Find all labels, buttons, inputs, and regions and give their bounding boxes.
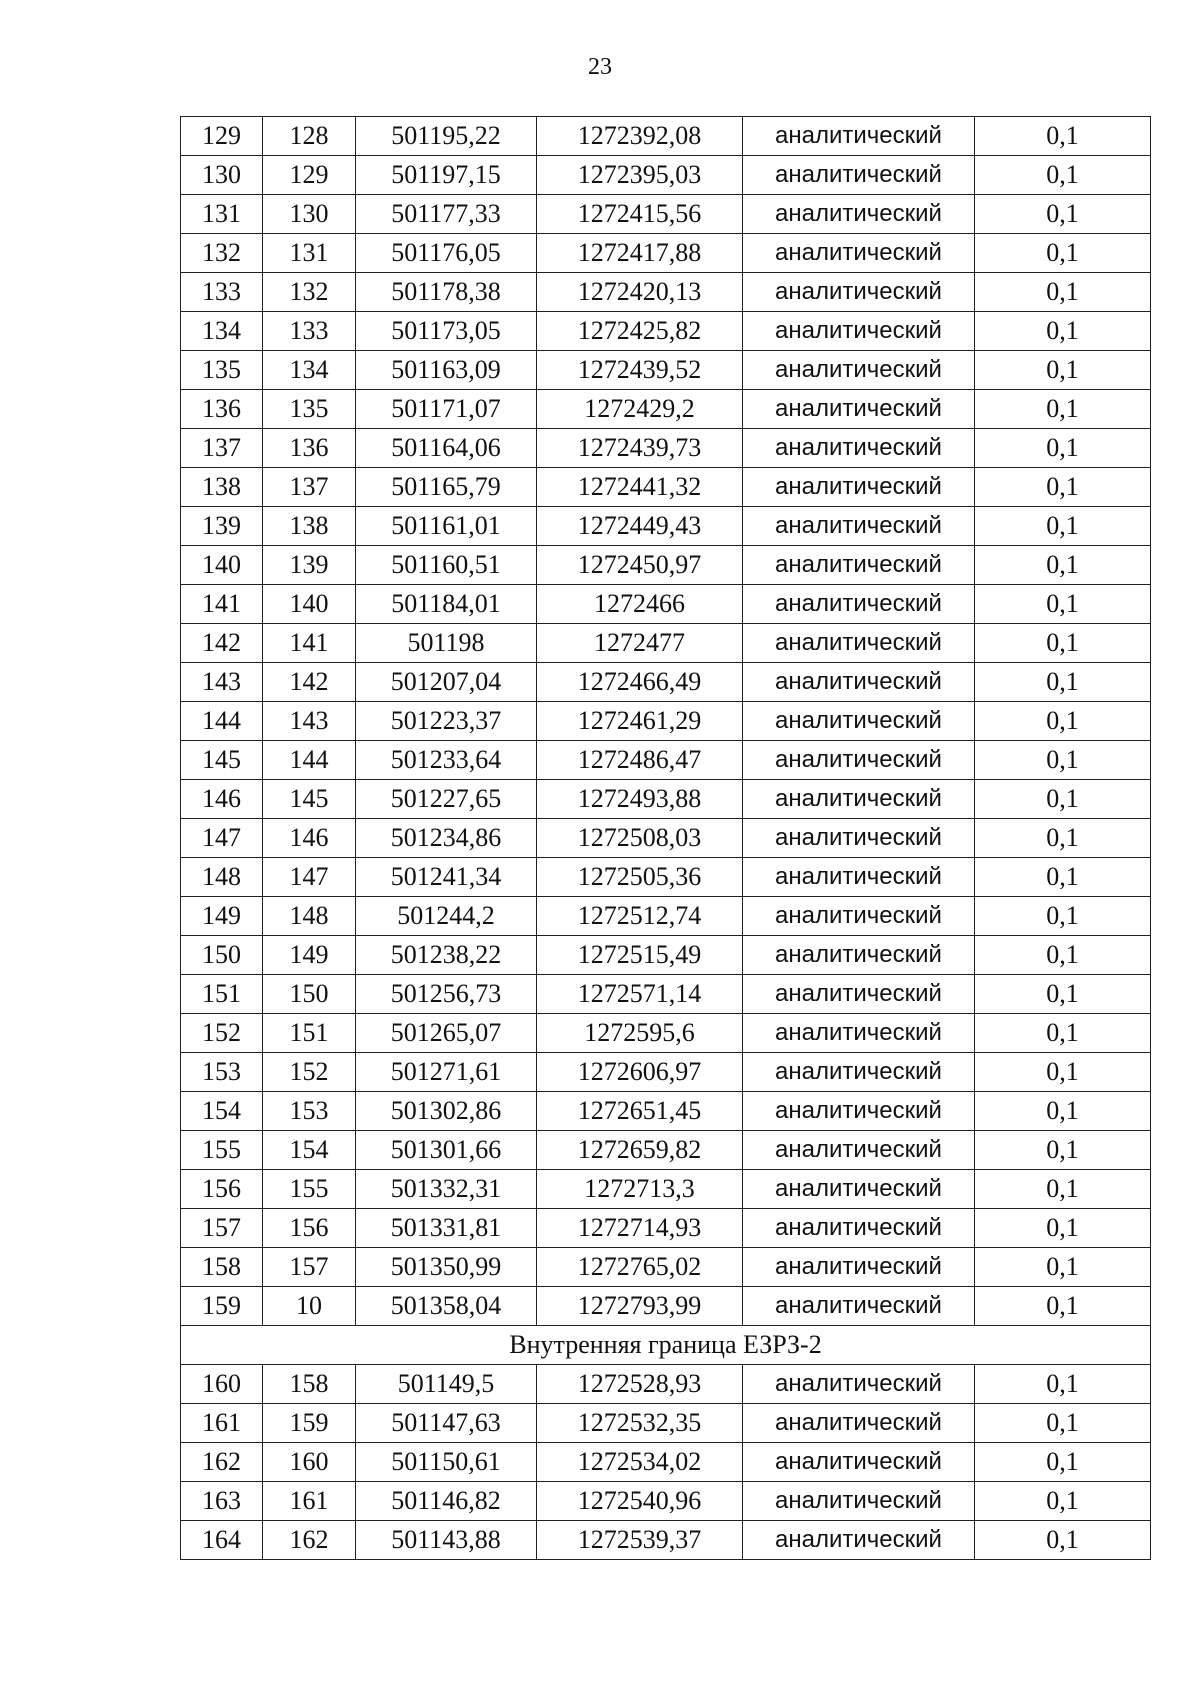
cell-point-number: 146: [181, 780, 263, 819]
cell-method: аналитический: [743, 741, 975, 780]
cell-method: аналитический: [743, 1482, 975, 1521]
table-row: [181, 1443, 1151, 1482]
cell-point-number: 134: [181, 312, 263, 351]
cell-method: аналитический: [743, 780, 975, 819]
cell-prev-point-number: 147: [263, 858, 356, 897]
cell-x-coordinate: 501227,65: [356, 780, 537, 819]
cell-y-coordinate: 1272528,93: [537, 1365, 743, 1404]
cell-x-coordinate: 501197,15: [356, 156, 537, 195]
cell-point-number: 133: [181, 273, 263, 312]
cell-x-coordinate: 501198: [356, 624, 537, 663]
cell-x-coordinate: 501241,34: [356, 858, 537, 897]
cell-accuracy: 0,1: [975, 312, 1151, 351]
cell-y-coordinate: 1272461,29: [537, 702, 743, 741]
cell-point-number: 139: [181, 507, 263, 546]
cell-y-coordinate: 1272713,3: [537, 1170, 743, 1209]
cell-y-coordinate: 1272540,96: [537, 1482, 743, 1521]
cell-point-number: 163: [181, 1482, 263, 1521]
cell-prev-point-number: 159: [263, 1404, 356, 1443]
cell-prev-point-number: 154: [263, 1131, 356, 1170]
cell-point-number: 148: [181, 858, 263, 897]
cell-accuracy: 0,1: [975, 468, 1151, 507]
cell-point-number: 137: [181, 429, 263, 468]
cell-x-coordinate: 501143,88: [356, 1521, 537, 1560]
cell-accuracy: 0,1: [975, 1092, 1151, 1131]
cell-prev-point-number: 131: [263, 234, 356, 273]
cell-y-coordinate: 1272439,73: [537, 429, 743, 468]
cell-x-coordinate: 501164,06: [356, 429, 537, 468]
cell-x-coordinate: 501177,33: [356, 195, 537, 234]
cell-method: аналитический: [743, 1521, 975, 1560]
cell-accuracy: 0,1: [975, 858, 1151, 897]
cell-prev-point-number: 155: [263, 1170, 356, 1209]
cell-prev-point-number: 156: [263, 1209, 356, 1248]
cell-method: аналитический: [743, 663, 975, 702]
cell-accuracy: 0,1: [975, 1014, 1151, 1053]
section-row: [181, 1326, 1151, 1365]
cell-method: аналитический: [743, 351, 975, 390]
cell-x-coordinate: 501234,86: [356, 819, 537, 858]
cell-method: аналитический: [743, 429, 975, 468]
table-row: [181, 312, 1151, 351]
cell-point-number: 154: [181, 1092, 263, 1131]
cell-y-coordinate: 1272477: [537, 624, 743, 663]
cell-prev-point-number: 144: [263, 741, 356, 780]
table-row: [181, 507, 1151, 546]
cell-method: аналитический: [743, 546, 975, 585]
cell-x-coordinate: 501265,07: [356, 1014, 537, 1053]
cell-point-number: 136: [181, 390, 263, 429]
cell-accuracy: 0,1: [975, 351, 1151, 390]
cell-prev-point-number: 130: [263, 195, 356, 234]
table-row: [181, 1482, 1151, 1521]
cell-x-coordinate: 501160,51: [356, 546, 537, 585]
table-row: [181, 117, 1151, 156]
cell-prev-point-number: 158: [263, 1365, 356, 1404]
cell-accuracy: 0,1: [975, 780, 1151, 819]
cell-y-coordinate: 1272659,82: [537, 1131, 743, 1170]
page-number: 23: [588, 54, 612, 80]
cell-method: аналитический: [743, 858, 975, 897]
cell-method: аналитический: [743, 234, 975, 273]
cell-point-number: 157: [181, 1209, 263, 1248]
cell-x-coordinate: 501207,04: [356, 663, 537, 702]
cell-prev-point-number: 149: [263, 936, 356, 975]
cell-accuracy: 0,1: [975, 975, 1151, 1014]
table-section-header: [181, 1326, 1151, 1365]
cell-point-number: 159: [181, 1287, 263, 1326]
cell-accuracy: 0,1: [975, 663, 1151, 702]
cell-prev-point-number: 145: [263, 780, 356, 819]
cell-prev-point-number: 161: [263, 1482, 356, 1521]
cell-x-coordinate: 501238,22: [356, 936, 537, 975]
cell-accuracy: 0,1: [975, 741, 1151, 780]
cell-y-coordinate: 1272417,88: [537, 234, 743, 273]
table-row: [181, 858, 1151, 897]
cell-point-number: 129: [181, 117, 263, 156]
cell-accuracy: 0,1: [975, 1404, 1151, 1443]
cell-prev-point-number: 128: [263, 117, 356, 156]
cell-y-coordinate: 1272571,14: [537, 975, 743, 1014]
cell-method: аналитический: [743, 975, 975, 1014]
cell-point-number: 143: [181, 663, 263, 702]
cell-method: аналитический: [743, 507, 975, 546]
cell-y-coordinate: 1272439,52: [537, 351, 743, 390]
table-row: [181, 1092, 1151, 1131]
cell-point-number: 162: [181, 1443, 263, 1482]
table-row: [181, 273, 1151, 312]
cell-y-coordinate: 1272793,99: [537, 1287, 743, 1326]
cell-y-coordinate: 1272425,82: [537, 312, 743, 351]
cell-accuracy: 0,1: [975, 1170, 1151, 1209]
cell-point-number: 144: [181, 702, 263, 741]
cell-method: аналитический: [743, 1365, 975, 1404]
cell-method: аналитический: [743, 273, 975, 312]
cell-point-number: 153: [181, 1053, 263, 1092]
cell-point-number: 135: [181, 351, 263, 390]
cell-prev-point-number: 129: [263, 156, 356, 195]
cell-method: аналитический: [743, 624, 975, 663]
table-row: [181, 1248, 1151, 1287]
cell-y-coordinate: 1272714,93: [537, 1209, 743, 1248]
cell-y-coordinate: 1272466: [537, 585, 743, 624]
table-row: [181, 156, 1151, 195]
coordinates-table: [180, 116, 1151, 1560]
cell-point-number: 152: [181, 1014, 263, 1053]
table-row: [181, 780, 1151, 819]
table-row: [181, 1287, 1151, 1326]
cell-y-coordinate: 1272392,08: [537, 117, 743, 156]
cell-prev-point-number: 10: [263, 1287, 356, 1326]
cell-method: аналитический: [743, 1287, 975, 1326]
cell-point-number: 151: [181, 975, 263, 1014]
table-row: [181, 1521, 1151, 1560]
cell-accuracy: 0,1: [975, 1248, 1151, 1287]
cell-point-number: 150: [181, 936, 263, 975]
cell-accuracy: 0,1: [975, 429, 1151, 468]
cell-method: аналитический: [743, 1014, 975, 1053]
cell-method: аналитический: [743, 1170, 975, 1209]
table-row: [181, 624, 1151, 663]
table-row: [181, 702, 1151, 741]
cell-x-coordinate: 501147,63: [356, 1404, 537, 1443]
cell-accuracy: 0,1: [975, 234, 1151, 273]
cell-y-coordinate: 1272450,97: [537, 546, 743, 585]
cell-method: аналитический: [743, 117, 975, 156]
cell-y-coordinate: 1272420,13: [537, 273, 743, 312]
cell-method: аналитический: [743, 1053, 975, 1092]
cell-point-number: 141: [181, 585, 263, 624]
cell-x-coordinate: 501146,82: [356, 1482, 537, 1521]
cell-y-coordinate: 1272606,97: [537, 1053, 743, 1092]
cell-y-coordinate: 1272493,88: [537, 780, 743, 819]
table-row: [181, 1209, 1151, 1248]
cell-y-coordinate: 1272429,2: [537, 390, 743, 429]
cell-method: аналитический: [743, 1248, 975, 1287]
cell-x-coordinate: 501350,99: [356, 1248, 537, 1287]
cell-prev-point-number: 148: [263, 897, 356, 936]
cell-method: аналитический: [743, 1092, 975, 1131]
table-row: [181, 936, 1151, 975]
cell-x-coordinate: 501184,01: [356, 585, 537, 624]
cell-y-coordinate: 1272466,49: [537, 663, 743, 702]
cell-method: аналитический: [743, 936, 975, 975]
cell-point-number: 140: [181, 546, 263, 585]
cell-accuracy: 0,1: [975, 1482, 1151, 1521]
cell-accuracy: 0,1: [975, 195, 1151, 234]
cell-accuracy: 0,1: [975, 1287, 1151, 1326]
table-row: [181, 1365, 1151, 1404]
table-row: [181, 468, 1151, 507]
cell-x-coordinate: 501358,04: [356, 1287, 537, 1326]
cell-method: аналитический: [743, 1209, 975, 1248]
cell-x-coordinate: 501165,79: [356, 468, 537, 507]
cell-prev-point-number: 139: [263, 546, 356, 585]
cell-point-number: 158: [181, 1248, 263, 1287]
cell-prev-point-number: 133: [263, 312, 356, 351]
cell-y-coordinate: 1272505,36: [537, 858, 743, 897]
cell-prev-point-number: 135: [263, 390, 356, 429]
cell-prev-point-number: 151: [263, 1014, 356, 1053]
table-row: [181, 819, 1151, 858]
cell-accuracy: 0,1: [975, 1209, 1151, 1248]
cell-accuracy: 0,1: [975, 1131, 1151, 1170]
cell-accuracy: 0,1: [975, 117, 1151, 156]
cell-point-number: 156: [181, 1170, 263, 1209]
table-row: [181, 546, 1151, 585]
cell-x-coordinate: 501178,38: [356, 273, 537, 312]
cell-prev-point-number: 141: [263, 624, 356, 663]
cell-y-coordinate: 1272651,45: [537, 1092, 743, 1131]
cell-method: аналитический: [743, 1131, 975, 1170]
table-row: [181, 585, 1151, 624]
cell-accuracy: 0,1: [975, 702, 1151, 741]
table-row: [181, 351, 1151, 390]
table-row: [181, 195, 1151, 234]
cell-method: аналитический: [743, 312, 975, 351]
table-row: [181, 1053, 1151, 1092]
cell-accuracy: 0,1: [975, 507, 1151, 546]
table-body-outer-boundary: [181, 117, 1151, 1326]
cell-y-coordinate: 1272765,02: [537, 1248, 743, 1287]
cell-accuracy: 0,1: [975, 156, 1151, 195]
table-row: [181, 741, 1151, 780]
cell-method: аналитический: [743, 1404, 975, 1443]
cell-accuracy: 0,1: [975, 273, 1151, 312]
cell-accuracy: 0,1: [975, 1053, 1151, 1092]
cell-accuracy: 0,1: [975, 936, 1151, 975]
table-row: [181, 234, 1151, 273]
cell-y-coordinate: 1272441,32: [537, 468, 743, 507]
cell-prev-point-number: 150: [263, 975, 356, 1014]
cell-prev-point-number: 157: [263, 1248, 356, 1287]
cell-y-coordinate: 1272415,56: [537, 195, 743, 234]
cell-x-coordinate: 501173,05: [356, 312, 537, 351]
cell-y-coordinate: 1272512,74: [537, 897, 743, 936]
cell-prev-point-number: 136: [263, 429, 356, 468]
cell-accuracy: 0,1: [975, 1365, 1151, 1404]
cell-y-coordinate: 1272539,37: [537, 1521, 743, 1560]
cell-accuracy: 0,1: [975, 585, 1151, 624]
cell-accuracy: 0,1: [975, 819, 1151, 858]
cell-prev-point-number: 140: [263, 585, 356, 624]
cell-prev-point-number: 134: [263, 351, 356, 390]
cell-x-coordinate: 501301,66: [356, 1131, 537, 1170]
cell-x-coordinate: 501331,81: [356, 1209, 537, 1248]
cell-x-coordinate: 501171,07: [356, 390, 537, 429]
cell-method: аналитический: [743, 1443, 975, 1482]
cell-accuracy: 0,1: [975, 1521, 1151, 1560]
cell-point-number: 138: [181, 468, 263, 507]
cell-method: аналитический: [743, 702, 975, 741]
cell-method: аналитический: [743, 585, 975, 624]
cell-prev-point-number: 132: [263, 273, 356, 312]
cell-method: аналитический: [743, 468, 975, 507]
cell-prev-point-number: 142: [263, 663, 356, 702]
cell-prev-point-number: 153: [263, 1092, 356, 1131]
cell-x-coordinate: 501233,64: [356, 741, 537, 780]
section-title: Внутренняя граница ЕЗРЗ-2: [181, 1326, 1151, 1365]
cell-prev-point-number: 137: [263, 468, 356, 507]
cell-y-coordinate: 1272508,03: [537, 819, 743, 858]
cell-y-coordinate: 1272532,35: [537, 1404, 743, 1443]
cell-x-coordinate: 501256,73: [356, 975, 537, 1014]
cell-point-number: 132: [181, 234, 263, 273]
cell-y-coordinate: 1272534,02: [537, 1443, 743, 1482]
cell-x-coordinate: 501223,37: [356, 702, 537, 741]
cell-point-number: 149: [181, 897, 263, 936]
cell-point-number: 142: [181, 624, 263, 663]
table-body-inner-boundary: [181, 1365, 1151, 1560]
cell-accuracy: 0,1: [975, 1443, 1151, 1482]
cell-prev-point-number: 152: [263, 1053, 356, 1092]
cell-x-coordinate: 501195,22: [356, 117, 537, 156]
table-row: [181, 1014, 1151, 1053]
cell-accuracy: 0,1: [975, 546, 1151, 585]
cell-method: аналитический: [743, 390, 975, 429]
cell-point-number: 164: [181, 1521, 263, 1560]
cell-x-coordinate: 501332,31: [356, 1170, 537, 1209]
table-row: [181, 1170, 1151, 1209]
cell-point-number: 130: [181, 156, 263, 195]
cell-method: аналитический: [743, 195, 975, 234]
cell-accuracy: 0,1: [975, 390, 1151, 429]
table-row: [181, 975, 1151, 1014]
cell-point-number: 147: [181, 819, 263, 858]
cell-x-coordinate: 501176,05: [356, 234, 537, 273]
cell-point-number: 161: [181, 1404, 263, 1443]
cell-accuracy: 0,1: [975, 624, 1151, 663]
table-row: [181, 1404, 1151, 1443]
table-row: [181, 897, 1151, 936]
cell-method: аналитический: [743, 156, 975, 195]
cell-point-number: 160: [181, 1365, 263, 1404]
cell-prev-point-number: 162: [263, 1521, 356, 1560]
cell-prev-point-number: 143: [263, 702, 356, 741]
table-row: [181, 429, 1151, 468]
cell-x-coordinate: 501271,61: [356, 1053, 537, 1092]
cell-y-coordinate: 1272449,43: [537, 507, 743, 546]
cell-y-coordinate: 1272395,03: [537, 156, 743, 195]
cell-y-coordinate: 1272515,49: [537, 936, 743, 975]
cell-point-number: 145: [181, 741, 263, 780]
cell-accuracy: 0,1: [975, 897, 1151, 936]
table-row: [181, 1131, 1151, 1170]
cell-y-coordinate: 1272595,6: [537, 1014, 743, 1053]
table-row: [181, 663, 1151, 702]
cell-prev-point-number: 146: [263, 819, 356, 858]
cell-x-coordinate: 501149,5: [356, 1365, 537, 1404]
cell-method: аналитический: [743, 819, 975, 858]
cell-prev-point-number: 138: [263, 507, 356, 546]
cell-x-coordinate: 501150,61: [356, 1443, 537, 1482]
cell-method: аналитический: [743, 897, 975, 936]
cell-y-coordinate: 1272486,47: [537, 741, 743, 780]
cell-point-number: 155: [181, 1131, 263, 1170]
cell-prev-point-number: 160: [263, 1443, 356, 1482]
cell-x-coordinate: 501302,86: [356, 1092, 537, 1131]
cell-x-coordinate: 501244,2: [356, 897, 537, 936]
table-row: [181, 390, 1151, 429]
cell-point-number: 131: [181, 195, 263, 234]
cell-x-coordinate: 501163,09: [356, 351, 537, 390]
cell-x-coordinate: 501161,01: [356, 507, 537, 546]
